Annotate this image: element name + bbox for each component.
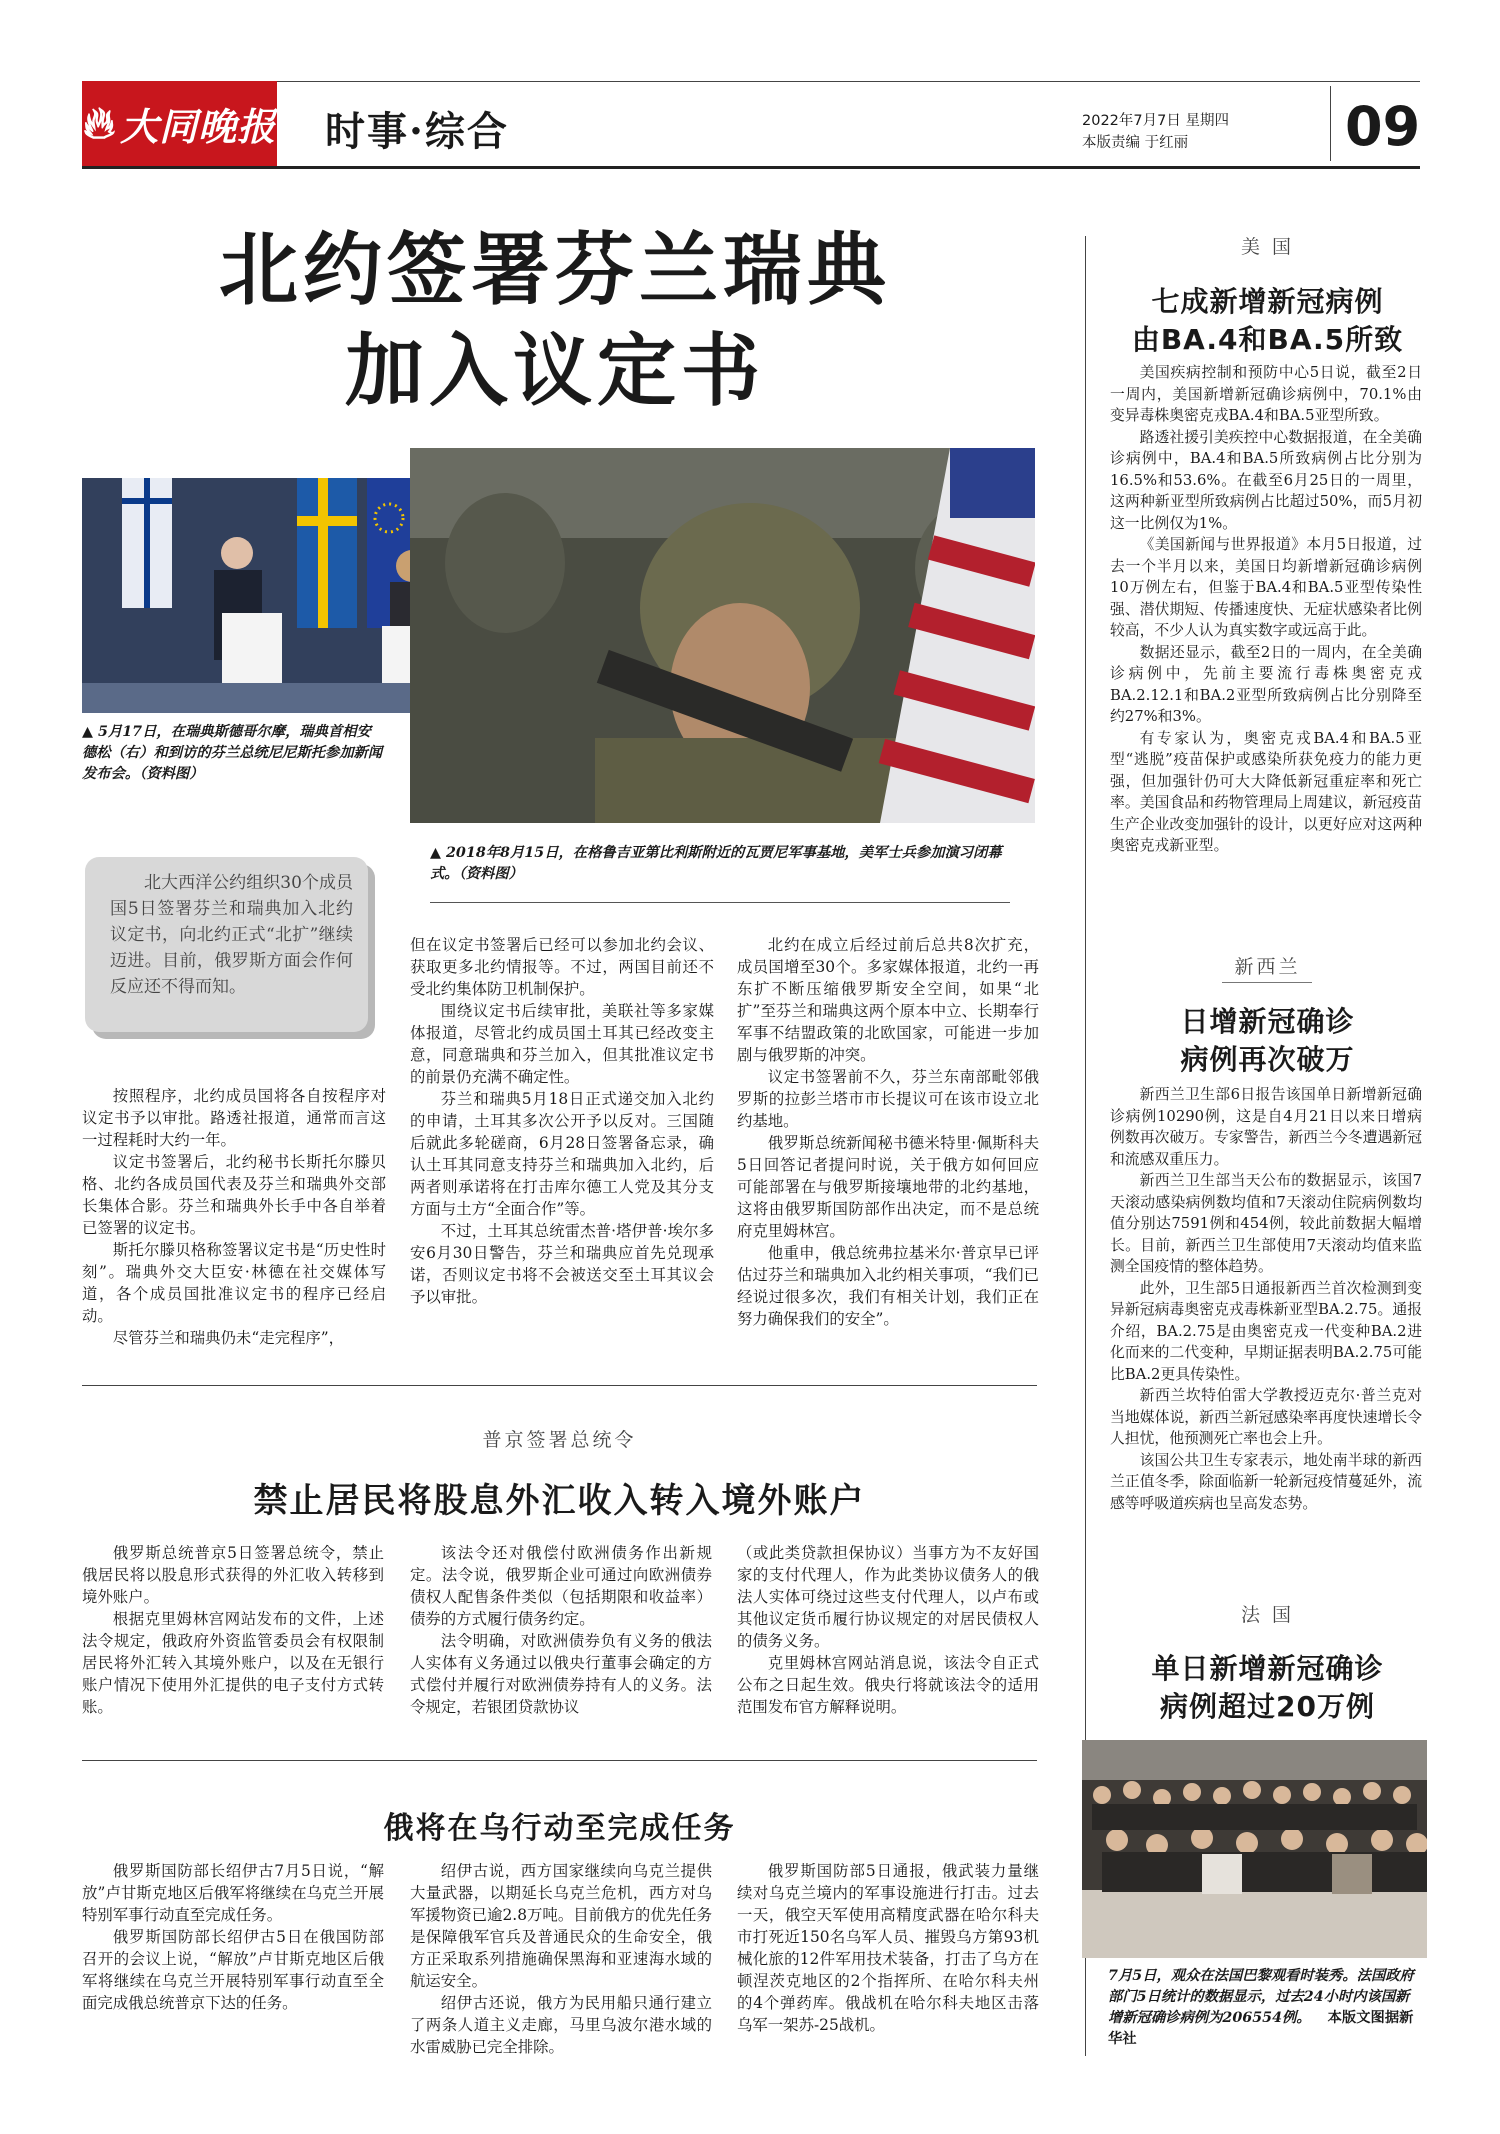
story-divider-ukraine [82, 1760, 1037, 1761]
story-divider-putin [82, 1385, 1037, 1386]
lead-column-3 [737, 934, 1039, 1330]
masthead-top-rule [82, 81, 1420, 82]
paragraph: 路透社援引美疾控中心数据报道，在全美确诊病例中，BA.4和BA.5所致病例占比分别为16.5%和53.6%。在截至6月25日的一周里，这两种新亚型所致病例占比超过50%，而5月初这一比例仅为1%。 [1110, 428, 1422, 532]
fashion-caption-text: 7月5日，观众在法国巴黎观看时装秀。法国政府部门5日统计的数据显示，过去24小时内该国新增新冠确诊病例为206554例。 [1108, 1968, 1414, 2026]
paragraph: 根据克里姆林宫网站发布的文件，上述法令规定，俄政府外资监管委员会有权限制居民将外汇转入其境外账户，以及在无银行账户情况下使用外汇提供的电子支付方式转账。 [82, 1610, 384, 1716]
paragraph: 但在议定书签署后已经可以参加北约会议、获取更多北约情报等。不过，两国目前还不受北约集体防卫机制保护。 [410, 936, 714, 998]
paragraph: 议定书签署前不久，芬兰东南部毗邻俄罗斯的拉彭兰塔市市长提议可在该市设立北约基地。 [737, 1068, 1039, 1130]
paragraph: 法令明确，对欧洲债券负有义务的俄法人实体有义务通过以俄央行董事会确定的方式偿付并履行对欧洲债券持有人的义务。法令规定，若银团贷款协议 [410, 1632, 712, 1716]
section-title: 时事·综合 [325, 108, 509, 155]
summary-text: 北大西洋公约组织30个成员国5日签署芬兰和瑞典加入北约议定书，向北约正式“北扩”继续迈进。目前，俄罗斯方面会作何反应还不得而知。 [110, 873, 353, 997]
page-editor: 本版责编 于红丽 [1082, 135, 1189, 151]
lead-headline-line1: 北约签署芬兰瑞典 [219, 224, 891, 316]
paragraph: 新西兰坎特伯雷大学教授迈克尔·普兰克对当地媒体说，新西兰新冠感染率再度快速增长令人担忧，他预测死亡率也会上升。 [1110, 1387, 1422, 1447]
france-kicker: 法 国 [1240, 1604, 1295, 1626]
usa-body [1110, 362, 1422, 857]
ukraine-column-3 [737, 1860, 1039, 2036]
paragraph: 该法令还对俄偿付欧洲债务作出新规定。法令说，俄罗斯企业可通过向欧洲债券债权人配售条件类似（包括期限和收益率）债券的方式履行债务约定。 [410, 1544, 712, 1628]
ukraine-column-2 [410, 1860, 712, 2058]
page-number-divider [1330, 86, 1331, 161]
lead-headline-line2: 加入议定书 [345, 325, 765, 417]
paragraph: 芬兰和瑞典5月18日正式递交加入北约的申请，土耳其多次公开予以反对。三国随后就此多轮磋商，6月28日签署备忘录，确认土耳其同意支持芬兰和瑞典加入北约，后两者则承诺将在打击库尔德工人党及其分支方面与土方“全面合作”等。 [410, 1090, 714, 1218]
paragraph: 美国疾病控制和预防中心5日说，截至2日一周内，美国新增新冠确诊病例中，70.1%由变异毒株奥密克戎BA.4和BA.5亚型所致。 [1110, 364, 1422, 424]
nz-headline [1095, 1003, 1440, 1079]
paragraph: 不过，土耳其总统雷杰普·塔伊普·埃尔多安6月30日警告，芬兰和瑞典应首先兑现承诺，否则议定书将不会被送交至土耳其议会予以审批。 [410, 1222, 714, 1306]
paragraph: 俄罗斯国防部长绍伊古5日在俄国防部召开的会议上说，“解放”卢甘斯克地区后俄军将继续在乌克兰开展特别军事行动直至全面完成俄总统普京下达的任务。 [82, 1928, 384, 2012]
paragraph: （或此类贷款担保协议）当事方为不友好国家的支付代理人，作为此类协议债务人的俄法人实体可绕过这些支付代理人，以卢布或其他议定货币履行协议规定的对居民债权人的债务义务。 [737, 1544, 1039, 1650]
usa-headline [1095, 283, 1440, 359]
paragraph: 克里姆林宫网站消息说，该法令自正式公布之日起生效。俄央行将就该法令的适用范围发布官方解释说明。 [737, 1654, 1039, 1716]
paragraph: 《美国新闻与世界报道》本月5日报道，过去一个半月以来，美国日均新增新冠确诊病例10万例左右，但鉴于BA.4和BA.5亚型传染性强、潜伏期短、传播速度快、无症状感染者比例较高，不少人认为真实数字或远高于此。 [1110, 536, 1422, 639]
usa-headline-line1: 七成新增新冠病例 [1151, 285, 1384, 318]
putin-headline: 禁止居民将股息外汇收入转入境外账户 [253, 1481, 866, 1521]
paragraph: 新西兰卫生部6日报告该国单日新增新冠确诊病例10290例，这是自4月21日以来日增病例数再次破万。专家警告，新西兰今冬遭遇新冠和流感双重压力。 [1110, 1086, 1422, 1168]
putin-column-2 [410, 1542, 712, 1718]
soldiers-caption: ▲ 2018年8月15日，在格鲁吉亚第比利斯附近的瓦贾尼军事基地，美军士兵参加演习闭幕式。（资料图） [430, 845, 1002, 882]
paragraph: 俄罗斯国防部5日通报，俄武装力量继续对乌克兰境内的军事设施进行打击。过去一天，俄空天军使用高精度武器在哈尔科夫市打死近150名乌军人员、摧毁乌方第93机械化旅的12件军用技术装备，打击了乌方在顿涅茨克地区的2个指挥所、在哈尔科夫州的4个弹药库。俄战机在哈尔科夫地区击落乌军一架苏-25战机。 [737, 1862, 1039, 2034]
putin-kicker: 普京签署总统令 [482, 1429, 637, 1451]
paragraph: 俄罗斯国防部长绍伊古7月5日说，“解放”卢甘斯克地区后俄军将继续在乌克兰开展特别军事行动直至完成任务。 [82, 1862, 384, 1924]
france-headline-line1: 单日新增新冠确诊 [1151, 1652, 1384, 1685]
paragraph: 围绕议定书后续审批，美联社等多家媒体报道，尽管北约成员国土耳其已经改变主意，同意瑞典和芬兰加入，但其批准议定书的前景仍充满不确定性。 [410, 1002, 714, 1086]
paragraph: 绍伊古说，西方国家继续向乌克兰提供大量武器，以期延长乌克兰危机，西方对乌军援物资已逾2.8万吨。目前俄方的优先任务是保障俄军官兵及普通民众的生命安全，俄方正采取系列措施确保黑海和亚速海水域的航运安全。 [410, 1862, 712, 1990]
ukraine-column-1 [82, 1860, 384, 2014]
nz-body [1110, 1084, 1422, 1514]
masthead-bottom-rule [82, 166, 1420, 169]
dateline [1082, 110, 1229, 154]
nz-kicker-rule [1222, 982, 1312, 983]
caption-rule [430, 902, 1010, 903]
paragraph: 数据还显示，截至2日的一周内，在全美确诊病例中，先前主要流行毒株奥密克戎BA.2.12.1和BA.2亚型所致病例占比分别降至约27%和3%。 [1110, 643, 1422, 725]
issue-date: 2022年7月7日 星期四 [1082, 113, 1229, 129]
nz-headline-line2: 病例再次破万 [1180, 1043, 1355, 1076]
paragraph: 俄罗斯总统新闻秘书德米特里·佩斯科夫5日回答记者提问时说，关于俄方如何回应可能部署在与俄罗斯接壤地带的北约基地，这将由俄罗斯国防部作出决定，而不是总统府克里姆林宫。 [737, 1134, 1039, 1240]
ukraine-headline: 俄将在乌行动至完成任务 [383, 1811, 736, 1846]
paragraph: 按照程序，北约成员国将各自按程序对议定书予以审批。路透社报道，通常而言这一过程耗时大约一年。 [82, 1087, 386, 1149]
nz-kicker: 新西兰 [1234, 956, 1301, 978]
paragraph: 北约在成立后经过前后总共8次扩充，成员国增至30个。多家媒体报道，北约一再东扩不断压缩俄罗斯安全空间，如果“北扩”至芬兰和瑞典这两个原本中立、长期奉行军事不结盟政策的北欧国家，可能进一步加剧与俄罗斯的冲突。 [737, 936, 1039, 1064]
press-conference-photo [82, 478, 424, 713]
paragraph: 俄罗斯总统普京5日签署总统令，禁止俄居民将以股息形式获得的外汇收入转移到境外账户。 [82, 1544, 384, 1606]
newspaper-logo [82, 81, 277, 166]
lead-column-2 [410, 934, 714, 1308]
usa-headline-line2: 由BA.4和BA.5所致 [1131, 323, 1404, 356]
lead-headline [140, 220, 970, 422]
paragraph: 此外，卫生部5日通报新西兰首次检测到变异新冠病毒奥密克戎毒株新亚型BA.2.75。通报介绍，BA.2.75是由奥密克戎一代变种BA.2进化而来的二代变种，早期证据表明BA.2.75可能比BA.2更具传染性。 [1110, 1279, 1422, 1383]
paragraph: 斯托尔滕贝格称签署议定书是“历史性时刻”。瑞典外交大臣安·林德在社交媒体写道，各个成员国批准议定书的程序已经启动。 [82, 1241, 386, 1325]
paragraph: 有专家认为，奥密克戎BA.4和BA.5亚型“逃脱”疫苗保护或感染所获免疫力的能力更强，但加强针仍可大大降低新冠重症率和死亡率。美国食品和药物管理局上周建议，新冠疫苗生产企业改变加强针的设计，以更好应对这两种奥密克戎新亚型。 [1110, 729, 1422, 854]
soldiers-photo [410, 448, 1035, 823]
lead-column-1 [82, 1085, 386, 1349]
france-headline-line2: 病例超过20万例 [1160, 1690, 1375, 1723]
page-number: 09 [1345, 95, 1421, 158]
logo-text: 大同晚报 [120, 104, 277, 149]
usa-kicker: 美 国 [1240, 236, 1295, 258]
nz-headline-line1: 日增新冠确诊 [1180, 1005, 1355, 1038]
paragraph: 新西兰卫生部当天公布的数据显示，该国7天滚动感染病例数均值和7天滚动住院病例数均值分别达7591例和454例，较此前数据大幅增长。目前，新西兰卫生部使用7天滚动均值来监测全国疫情的整体趋势。 [1110, 1172, 1422, 1275]
photo-credit: 本版文图据新华社 [1108, 2010, 1414, 2047]
paragraph: 该国公共卫生专家表示，地处南半球的新西兰正值冬季，除面临新一轮新冠疫情蔓延外，流感等呼吸道疾病也呈高发态势。 [1110, 1451, 1422, 1512]
fashion-show-photo [1082, 1740, 1427, 1958]
flame-icon: 🔥︎ [82, 98, 117, 149]
putin-column-1 [82, 1542, 384, 1718]
putin-column-3 [737, 1542, 1039, 1718]
france-headline [1095, 1650, 1440, 1726]
paragraph: 他重申，俄总统弗拉基米尔·普京早已评估过芬兰和瑞典加入北约相关事项，“我们已经说过很多次，我们有相关计划，我们正在努力确保我们的安全”。 [737, 1244, 1039, 1328]
paragraph: 尽管芬兰和瑞典仍未“走完程序”， [112, 1329, 345, 1347]
paragraph: 议定书签署后，北约秘书长斯托尔滕贝格、北约各成员国代表及芬兰和瑞典外交部长集体合影。芬兰和瑞典外长手中各自举着已签署的议定书。 [82, 1153, 386, 1237]
paragraph: 绍伊古还说，俄方为民用船只通行建立了两条人道主义走廊，马里乌波尔港水域的水雷威胁已完全排除。 [410, 1994, 712, 2056]
fashion-show-caption [1108, 1966, 1418, 2050]
press-conference-caption: ▲ 5月17日，在瑞典斯德哥尔摩，瑞典首相安德松（右）和到访的芬兰总统尼尼斯托参加新闻发布会。（资料图） [82, 724, 383, 782]
